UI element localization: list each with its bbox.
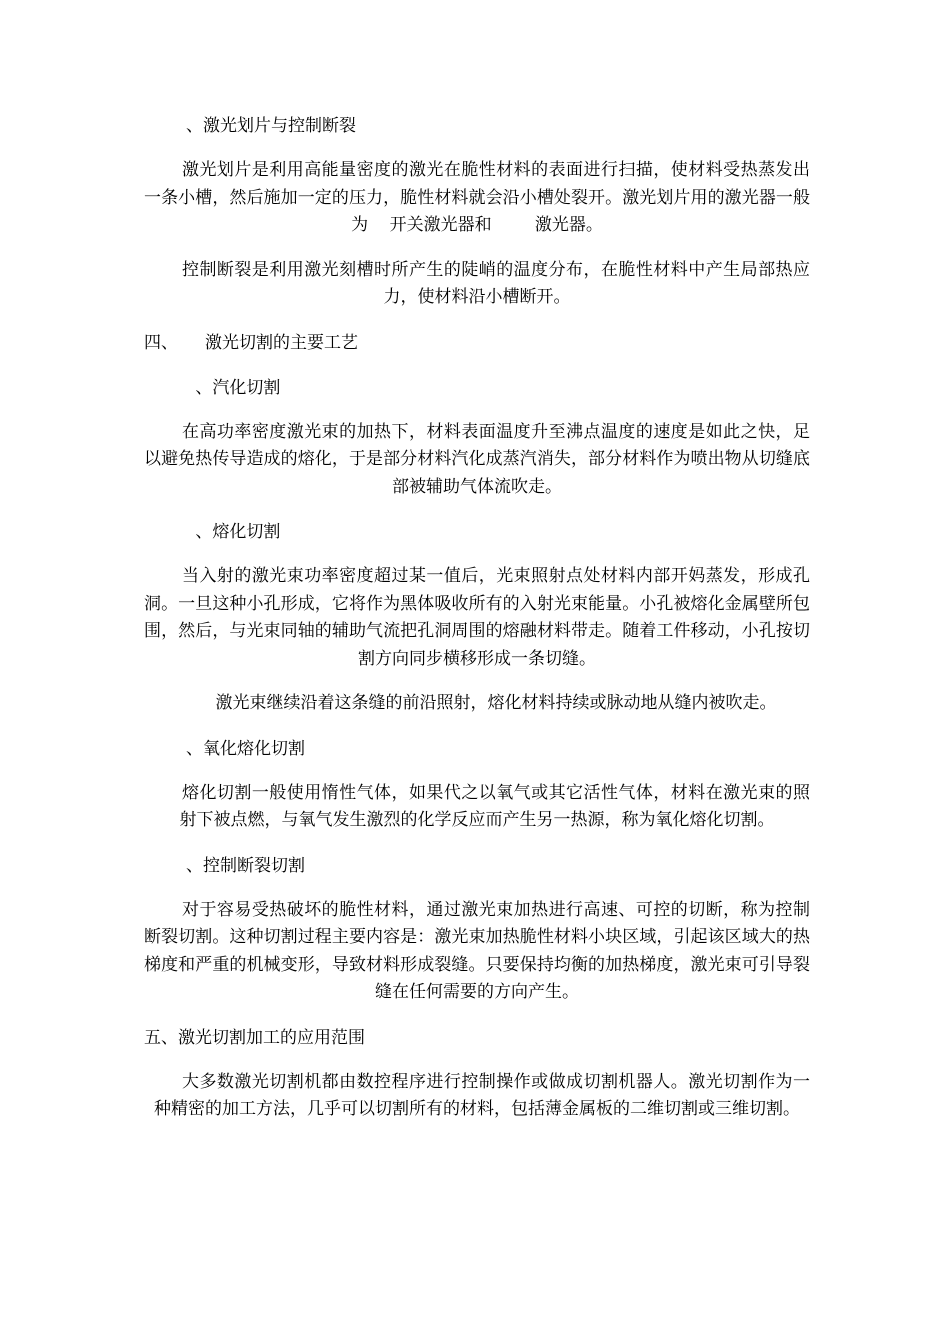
- subheading-oxidation-melting-cutting: 、氧化熔化切割: [186, 738, 305, 759]
- subheading-scribing-and-controlled-fracture: 、激光划片与控制断裂: [186, 116, 356, 136]
- paragraph-melting-cutting: 当入射的激光束功率密度超过某一值后，光束照射点处材料内部开妈蒸发，形成孔洞。一旦这种小孔形成，它将作为黑体吸收所有的入射光束能量。小孔被熔化金属壁所包围，然后，与光束同轴的辅助气流把孔洞周围的熔融材料带走。随着工件移动，小孔按切割方向同步横移形成一条切缝。: [144, 566, 810, 669]
- paragraph-oxidation-melting-cutting: 熔化切割一般使用惰性气体，如果代之以氧气或其它活性气体，材料在激光束的照射下被点燃，与氧气发生激烈的化学反应而产生另一热源，称为氧化熔化切割。: [179, 782, 810, 830]
- paragraph-vaporization-cutting: 在高功率密度激光束的加热下，材料表面温度升至沸点温度的速度是如此之快，足以避免热传导造成的熔化，于是部分材料汽化成蒸汽消失，部分材料作为喷出物从切缝底部被辅助气体流吹走。: [144, 421, 810, 497]
- subheading-controlled-fracture-cutting: 、控制断裂切割: [186, 855, 305, 876]
- heading-section-five: 五、激光切割加工的应用范围: [144, 1027, 365, 1048]
- paragraph-controlled-fracture-cutting: 对于容易受热破坏的脆性材料，通过激光束加热进行高速、可控的切断，称为控制断裂切割。这种切割过程主要内容是：激光束加热脆性材料小块区域，引起该区域大的热梯度和严重的机械变形，导致材料形成裂缝。只要保持均衡的加热梯度，激光束可引导裂缝在任何需要的方向产生。: [144, 899, 810, 1002]
- paragraph-melting-continued: 激光束继续沿着这条缝的前沿照射，熔化材料持续或脉动地从缝内被吹走。: [215, 693, 777, 713]
- paragraph-laser-scribing: 激光划片是利用高能量密度的激光在脆性材料的表面进行扫描，使材料受热蒸发出一条小槽，然后施加一定的压力，脆性材料就会沿小槽处裂开。激光划片用的激光器一般为 开关激光器和 激光器。: [144, 160, 810, 235]
- document-body: [144, 112, 810, 1124]
- heading-section-four: 四、 激光切割的主要工艺: [144, 332, 359, 353]
- paragraph-controlled-fracture: 控制断裂是利用激光刻槽时所产生的陡峭的温度分布，在脆性材料中产生局部热应力，使材料沿小槽断开。: [182, 259, 810, 307]
- subheading-melting-cutting: 、熔化切割: [190, 522, 281, 542]
- subheading-vaporization-cutting: 、汽化切割: [190, 377, 281, 398]
- paragraph-application-scope: 大多数激光切割机都由数控程序进行控制操作或做成切割机器人。激光切割作为一种精密的加工方法，几乎可以切割所有的材料，包括薄金属板的二维切割或三维切割。: [154, 1071, 810, 1119]
